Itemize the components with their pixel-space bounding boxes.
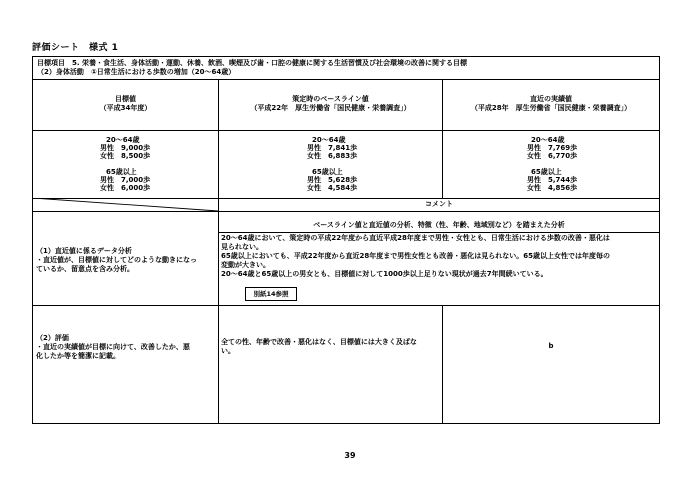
- column-sub-baseline: （平成22年 厚生労働省「国民健康・栄養調査」）: [250, 104, 411, 112]
- target-male-1: 男性 9,000歩: [100, 144, 151, 152]
- diagonal-slash: [33, 198, 219, 218]
- evaluation-comment-2: い。: [221, 347, 235, 355]
- latest-female-1: 女性 6,770歩: [527, 152, 578, 160]
- evaluation-left-heading: （2）評価: [36, 334, 69, 342]
- baseline-female-2: 女性 4,584歩: [307, 184, 358, 192]
- analysis-left-body-2: ているか、留意点を含み分析。: [36, 265, 134, 273]
- target-group-1: 20〜64歳: [106, 136, 140, 144]
- analysis-line-5: 20〜64歳と65歳以上の男女とも、目標値に対して1000歩以上足りない現状が過去7年間続いている。: [221, 270, 548, 278]
- analysis-line-2: 見られない。: [221, 243, 263, 251]
- analysis-heading: ベースライン値と直近値の分析、特徴（性、年齢、地域別など）を踏まえた分析: [313, 221, 565, 229]
- evaluation-sheet-frame: [32, 56, 660, 424]
- baseline-group-2: 65歳以上: [312, 168, 343, 176]
- baseline-male-1: 男性 7,841歩: [307, 144, 358, 152]
- analysis-line-3: 65歳以上においても、平成22年度から直近28年度まで男性女性とも改善・悪化は見られない。65歳以上女性では年度毎の: [221, 252, 610, 260]
- reference-attachment-link[interactable]: 別紙14参照: [245, 287, 297, 301]
- analysis-heading-divider: [219, 232, 659, 233]
- col-divider-eval-2: [442, 305, 443, 423]
- target-female-1: 女性 8,500歩: [100, 152, 151, 160]
- column-sub-latest: （平成28年 厚生労働省「国民健康・栄養調査」）: [470, 104, 632, 112]
- target-group-2: 65歳以上: [106, 168, 137, 176]
- col-divider-eval-1: [218, 305, 219, 423]
- analysis-left-body-1: ・直近値が、目標値に対してどのような動きになっ: [36, 256, 197, 264]
- target-item-line2: （2）身体活動 ①日常生活における歩数の増加（20〜64歳）: [37, 68, 236, 76]
- target-male-2: 男性 7,000歩: [100, 176, 151, 184]
- column-title-target: 目標値: [115, 95, 136, 103]
- latest-group-1: 20〜64歳: [531, 136, 565, 144]
- target-female-2: 女性 6,000歩: [100, 184, 151, 192]
- analysis-line-4: 変動が大きい。: [221, 261, 270, 269]
- divider-header: [33, 79, 659, 80]
- baseline-male-2: 男性 5,628歩: [307, 176, 358, 184]
- latest-female-2: 女性 4,856歩: [527, 184, 578, 192]
- column-title-baseline: 策定時のベースライン値: [292, 95, 369, 103]
- divider-analysis: [33, 305, 659, 306]
- page-number: 39: [344, 451, 356, 460]
- column-title-latest: 直近の実績値: [530, 95, 572, 103]
- latest-group-2: 65歳以上: [531, 168, 562, 176]
- comment-header: コメント: [425, 200, 453, 208]
- column-sub-target: （平成34年度）: [99, 104, 152, 112]
- evaluation-comment-1: 全ての性、年齢で改善・悪化はなく、目標値には大きく及ばな: [221, 338, 417, 346]
- sheet-title: 評価シート 様式 1: [32, 43, 119, 53]
- target-item-line1: 目標項目 5. 栄養・食生活、身体活動・運動、休養、飲酒、喫煙及び歯・口腔の健康に関する生活習慣及び社会環境の改善に関する目標: [37, 59, 467, 67]
- analysis-left-heading: （1）直近値に係るデータ分析: [36, 247, 132, 255]
- analysis-line-1: 20〜64歳において、策定時の平成22年度から直近平成28年度まで男性・女性とも、日常生活における歩数の改善・悪化は: [221, 234, 610, 242]
- evaluation-grade: b: [548, 342, 554, 350]
- evaluation-left-body-2: 化したか等を簡潔に記載。: [36, 352, 120, 360]
- divider-column-titles: [33, 130, 659, 131]
- evaluation-left-body-1: ・直近の実績値が目標に向けて、改善したか、悪: [36, 343, 190, 351]
- baseline-female-1: 女性 6,883歩: [307, 152, 358, 160]
- baseline-group-1: 20〜64歳: [312, 136, 346, 144]
- latest-male-2: 男性 5,744歩: [527, 176, 578, 184]
- latest-male-1: 男性 7,769歩: [527, 144, 578, 152]
